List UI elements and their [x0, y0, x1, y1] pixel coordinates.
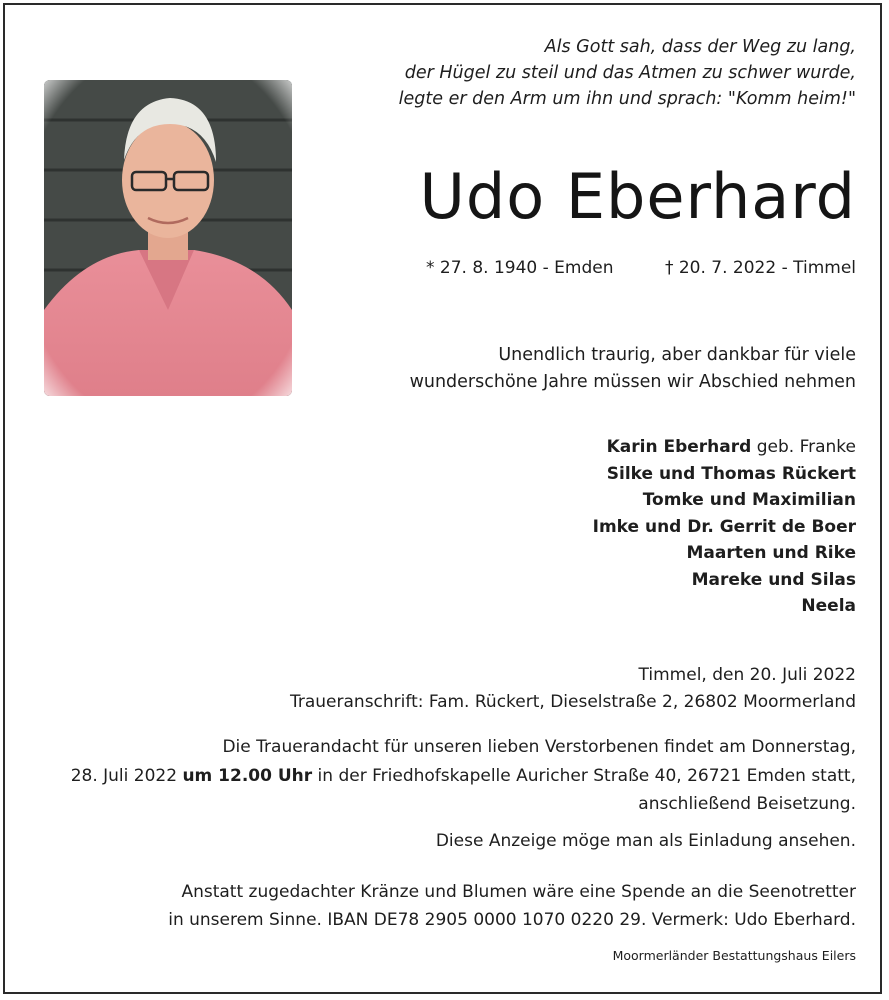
family-line: Neela [801, 596, 856, 616]
ceremony-info [71, 733, 856, 819]
ceremony-line: anschließend Beisetzung. [638, 794, 856, 814]
donation-line: Anstatt zugedachter Kränze und Blumen wäre eine Spende an die Seenotretter [181, 882, 856, 902]
poem-line: der Hügel zu steil und das Atmen zu schwer wurde, [404, 63, 856, 83]
mourning-address: Traueranschrift: Fam. Rückert, Dieselstraße 2, 26802 Moormerland [289, 692, 856, 712]
death-date: † 20. 7. 2022 - Timmel [664, 258, 856, 278]
poem-line: Als Gott sah, dass der Weg zu lang, [544, 37, 856, 57]
funeral-home: Moormerländer Bestattungshaus Eilers [612, 948, 856, 963]
spouse-name: Karin Eberhard [606, 437, 752, 457]
donation-line: in unserem Sinne. IBAN DE78 2905 0000 1070 0220 29. Vermerk: Udo Eberhard. [168, 910, 856, 930]
family-line: Tomke und Maximilian [642, 490, 856, 510]
poem-line: legte er den Arm um ihn und sprach: "Komm heim!" [398, 89, 856, 109]
ceremony-line: Die Trauerandacht für unseren lieben Verstorbenen findet am Donnerstag, [222, 737, 856, 757]
donation-note [168, 878, 856, 934]
family-line-spouse [593, 434, 856, 461]
ceremony-time: um 12.00 Uhr [182, 765, 313, 786]
memorial-poem [399, 34, 856, 112]
portrait-photo [44, 80, 292, 396]
family-line: Mareke und Silas [691, 569, 856, 590]
family-list [593, 434, 856, 620]
invitation-note: Diese Anzeige möge man als Einladung ansehen. [435, 831, 856, 851]
family-line: Silke und Thomas Rückert [606, 463, 856, 484]
place-date: Timmel, den 20. Juli 2022 [638, 665, 856, 685]
deceased-name: Udo Eberhard [419, 160, 856, 233]
family-line: Maarten und Rike [686, 543, 856, 563]
family-line: Imke und Dr. Gerrit de Boer [592, 516, 856, 537]
ceremony-line: 28. Juli 2022 um 12.00 Uhr in der Friedhofskapelle Auricher Straße 40, 26721 Emden statt, [70, 765, 856, 786]
intro-line: wunderschöne Jahre müssen wir Abschied nehmen [409, 372, 856, 392]
spouse-maiden: geb. Franke [751, 437, 856, 457]
intro-line: Unendlich traurig, aber dankbar für viele [498, 345, 856, 365]
place-and-address [290, 662, 856, 716]
intro-text [410, 342, 856, 396]
birth-date: * 27. 8. 1940 - Emden [426, 258, 614, 278]
